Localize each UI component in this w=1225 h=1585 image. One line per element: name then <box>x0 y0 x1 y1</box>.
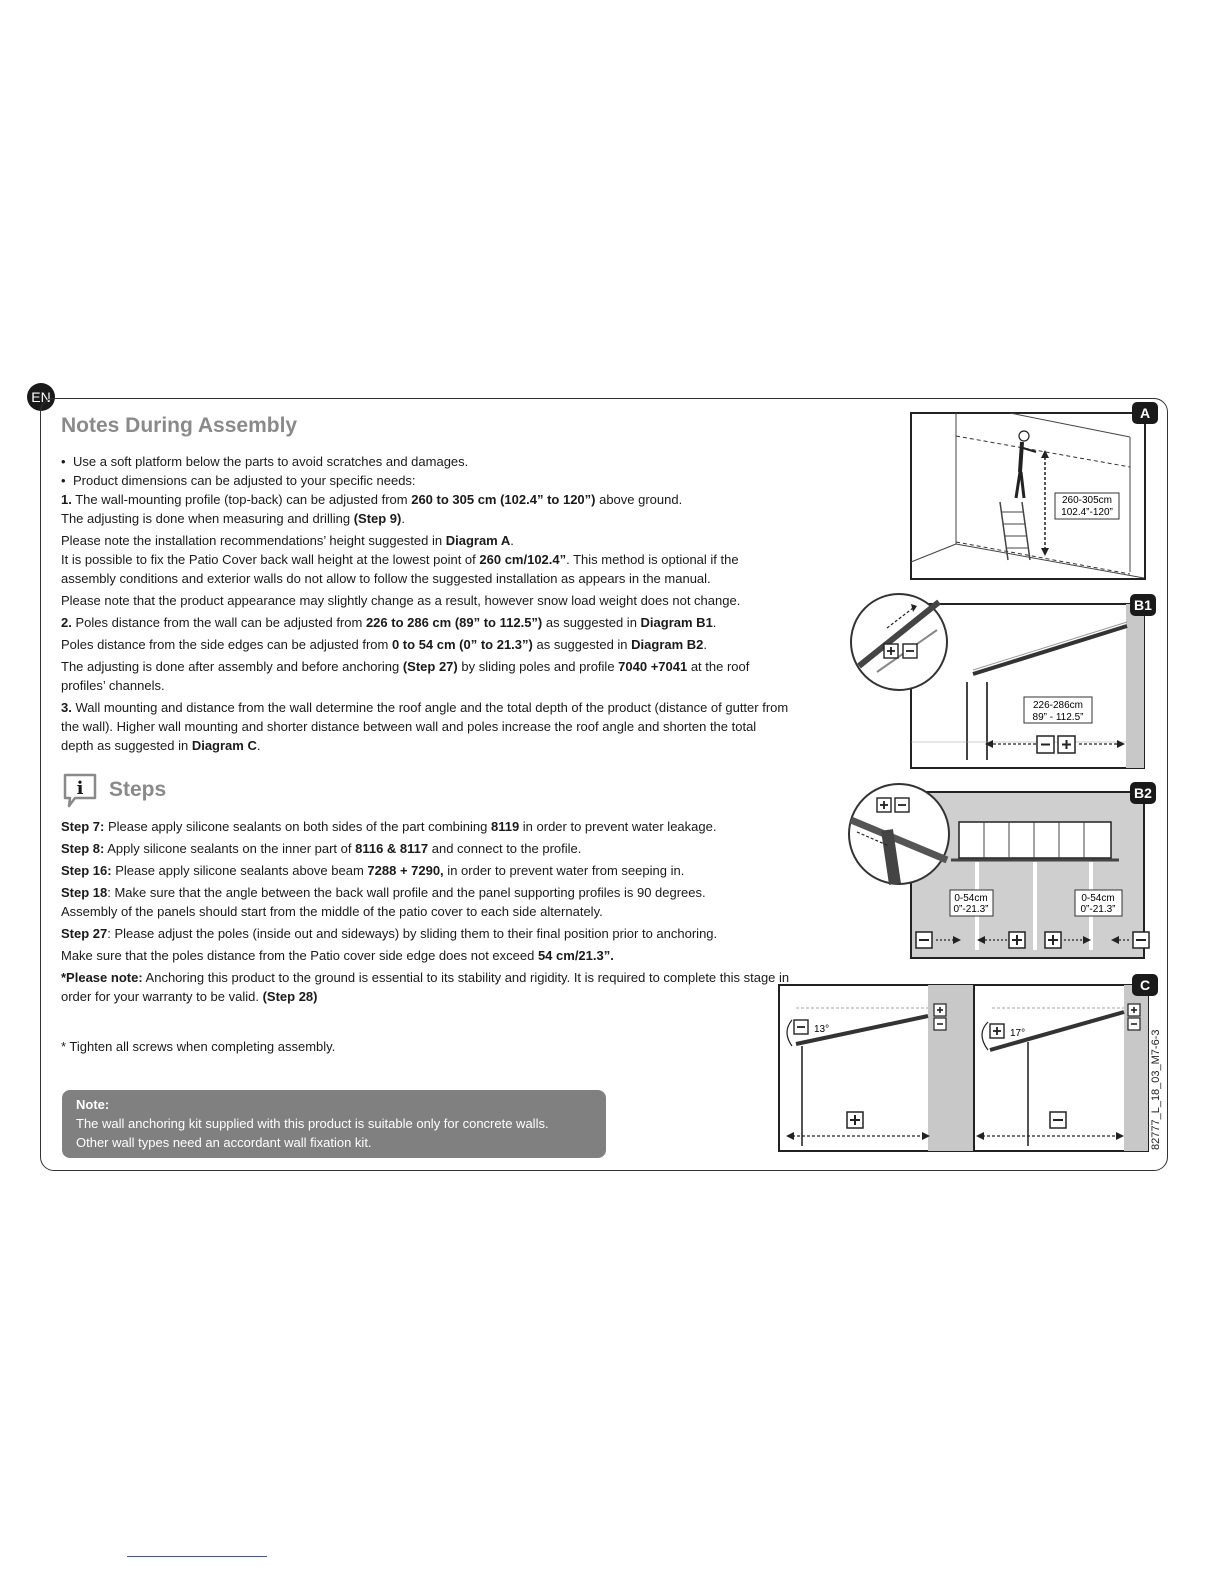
diagram-a-tag: A <box>1132 402 1158 424</box>
diagram-b2-left-in: 0”-21.3” <box>953 904 989 915</box>
diagram-c-tag: C <box>1132 974 1158 996</box>
language-badge: EN <box>27 383 55 411</box>
note-paragraph-8: 3. Wall mounting and distance from the wall determine the roof angle and the total depth of the product (distance of gutter from the wall). Higher wall mounting and shorter distance between wall and poles increase the roof angle and shorten the total depth as suggested in Diagram C. <box>61 700 789 753</box>
diagram-a <box>910 405 1151 580</box>
note-paragraph-3: It is possible to fix the Patio Cover back wall height at the lowest point of 260 cm/102.4”. This method is optional if the assembly conditions and exterior walls do not allow to follow the suggested installation as appears in the manual. <box>61 552 739 586</box>
diagram-b2-tag: B2 <box>1130 782 1156 804</box>
please-note: *Please note: Anchoring this product to the ground is essential to its stability and rigidity. It is required to complete this stage in order for your warranty to be valid. (Step 28) <box>61 970 790 1004</box>
diagram-b2-left-cm: 0-54cm <box>954 893 988 904</box>
diagram-b2 <box>847 780 1156 960</box>
diagram-c <box>778 977 1154 1152</box>
tighten-note: * Tighten all screws when completing assembly. <box>61 1039 336 1054</box>
diagram-b1-illustration <box>847 592 1146 770</box>
diagram-c-illustration <box>778 984 1154 1152</box>
bullet-item: • Use a soft platform below the parts to avoid scratches and damages. <box>61 452 791 471</box>
diagram-b1-tag: B1 <box>1130 594 1156 616</box>
note-box-line-2: Other wall types need an accordant wall fixation kit. <box>76 1135 372 1150</box>
note-box-line-1: The wall anchoring kit supplied with this product is suitable only for concrete walls. <box>76 1116 549 1131</box>
step-27-note: Make sure that the poles distance from the Patio cover side edge does not exceed 54 cm/21.3”. <box>61 948 614 963</box>
diagram-b1 <box>847 592 1152 770</box>
note-paragraph-6: Poles distance from the side edges can be adjusted from 0 to 54 cm (0” to 21.3”) as suggested in Diagram B2. <box>61 637 708 652</box>
note-box <box>62 1090 606 1158</box>
diagram-c-angle-17: 17° <box>1010 1028 1026 1039</box>
notes-column <box>61 414 791 1009</box>
diagram-a-dim-cm: 260-305cm <box>1061 495 1113 506</box>
step-8: Step 8: Apply silicone sealants on the inner part of 8116 & 8117 and connect to the profile. <box>61 841 582 856</box>
step-27: Step 27: Please adjust the poles (inside out and sideways) by sliding them to their final position prior to anchoring. <box>61 926 718 941</box>
note-paragraph-5: 2. Poles distance from the wall can be adjusted from 226 to 286 cm (89” to 112.5”) as suggested in Diagram B1. <box>61 615 717 630</box>
diagram-b2-right-cm: 0-54cm <box>1081 893 1115 904</box>
step-18: Step 18: Make sure that the angle between the back wall profile and the panel supporting profiles is 90 degrees. Assembly of the panels should start from the middle of the patio cover to each side alternately. <box>61 885 706 919</box>
step-16: Step 16: Please apply silicone sealants above beam 7288 + 7290, in order to prevent water from seeping in. <box>61 863 685 878</box>
notes-bullets <box>61 452 791 490</box>
diagram-b1-dim-in: 89” - 112.5” <box>1032 712 1084 723</box>
note-paragraph-4: Please note that the product appearance may slightly change as a result, however snow load weight does not change. <box>61 593 741 608</box>
note-paragraph-2: Please note the installation recommendations’ height suggested in Diagram A. <box>61 533 514 548</box>
document-code: 82777_L_18_03_M7-6-3 <box>1150 1029 1162 1150</box>
steps-title: Steps <box>109 778 167 801</box>
bullet-item: • Product dimensions can be adjusted to your specific needs: <box>61 471 791 490</box>
diagram-b2-right-in: 0”-21.3” <box>1080 904 1116 915</box>
svg-text:i: i <box>76 778 84 799</box>
info-icon <box>61 771 99 809</box>
step-7: Step 7: Please apply silicone sealants on both sides of the part combining 8119 in order to prevent water leakage. <box>61 819 717 834</box>
steps-header <box>61 771 791 809</box>
note-paragraph-1b: The adjusting is done when measuring and drilling (Step 9). <box>61 511 405 526</box>
note-box-title: Note: <box>76 1097 110 1112</box>
diagram-a-dim-in: 102.4”-120” <box>1061 507 1113 518</box>
diagram-c-angle-13: 13° <box>814 1024 830 1035</box>
note-paragraph-7: The adjusting is done after assembly and before anchoring (Step 27) by sliding poles and profile 7040 +7041 at the roof profiles’ channels. <box>61 659 750 693</box>
note-paragraph-1: 1. The wall-mounting profile (top-back) can be adjusted from 260 to 305 cm (102.4” to 120”) above ground. <box>61 492 683 507</box>
diagram-b1-dim-cm: 226-286cm <box>1032 700 1084 711</box>
notes-title: Notes During Assembly <box>61 414 298 437</box>
diagram-a-illustration <box>910 412 1146 580</box>
bottom-link-rule <box>127 1556 267 1557</box>
diagram-b2-illustration <box>847 780 1156 960</box>
